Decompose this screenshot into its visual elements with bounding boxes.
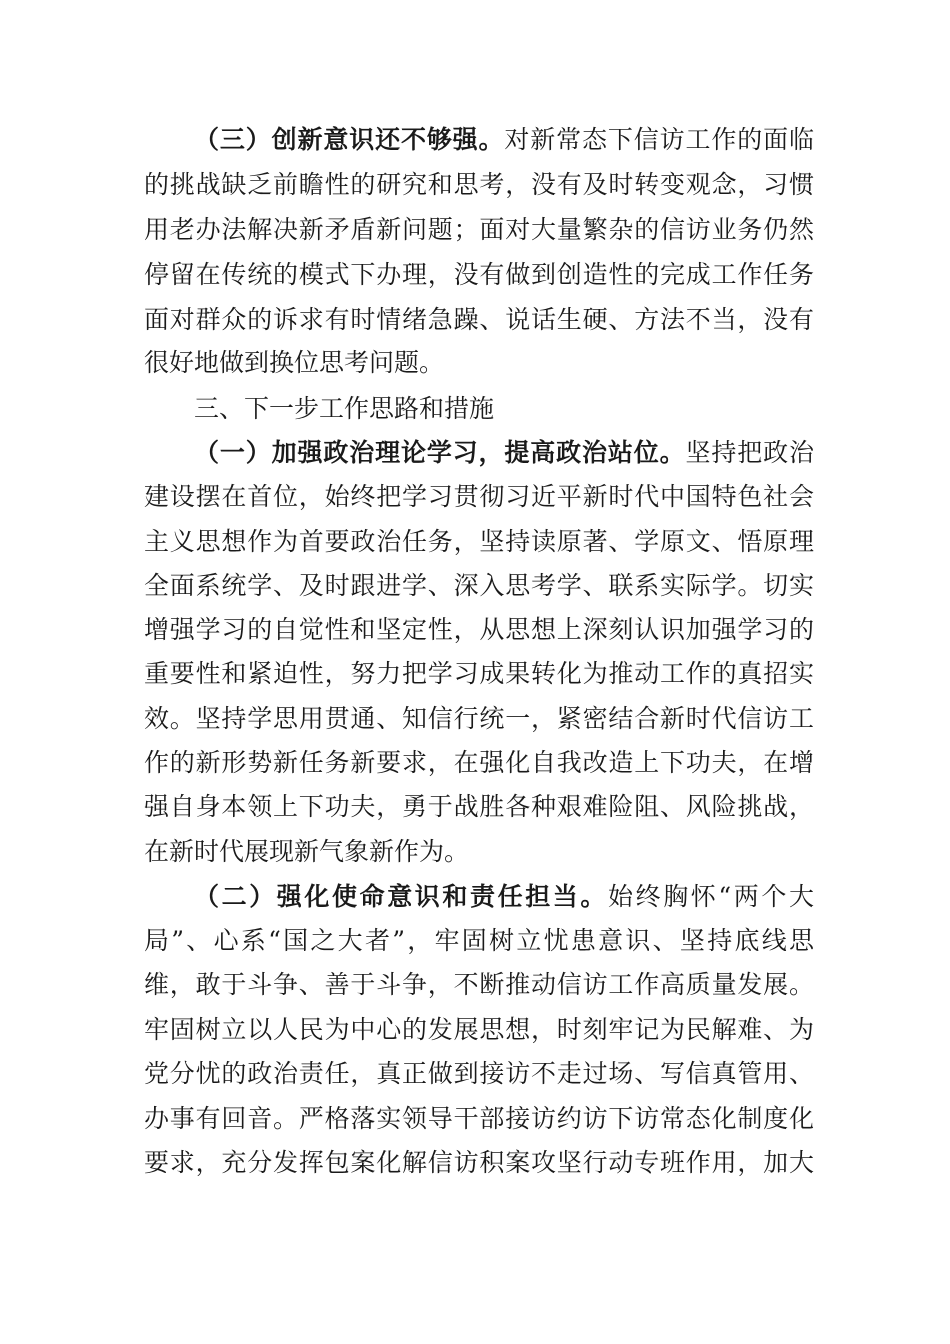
paragraph-text: 对新常态下信访工作的面临 (504, 125, 814, 154)
paragraph-line: 办事有回音。严格落实领导干部接访约访下访常态化制度化 (144, 1104, 814, 1133)
paragraph-lead: （三）创新意识还不够强。 (194, 125, 505, 154)
paragraph-line: 牢固树立以人民为中心的发展思想，时刻牢记为民解难、为 (144, 1015, 814, 1044)
paragraph-line (194, 433, 814, 473)
paragraph-lead: （一）加强政治理论学习，提高政治站位。 (194, 438, 686, 467)
paragraph-line: 的挑战缺乏前瞻性的研究和思考，没有及时转变观念，习惯 (144, 170, 814, 199)
paragraph-text: 始终胸怀“两个大 (608, 882, 814, 911)
paragraph-line: 维，敢于斗争、善于斗争，不断推动信访工作高质量发展。 (144, 970, 814, 999)
paragraph-line: 效。坚持学思用贯通、知信行统一，紧密结合新时代信访工 (144, 704, 814, 733)
paragraph-line: 停留在传统的模式下办理，没有做到创造性的完成工作任务 (144, 260, 814, 289)
paragraph-line: 增强学习的自觉性和坚定性，从思想上深刻认识加强学习的 (144, 615, 814, 644)
paragraph-lead: （二）强化使命意识和责任担当。 (194, 882, 608, 911)
paragraph-line: 建设摆在首位，始终把学习贯彻习近平新时代中国特色社会 (144, 482, 814, 511)
paragraph-line: 强自身本领上下功夫，勇于战胜各种艰难险阻、风险挑战， (144, 792, 814, 821)
paragraph-line: 党分忧的政治责任，真正做到接访不走过场、写信真管用、 (144, 1059, 814, 1088)
paragraph-line: 面对群众的诉求有时情绪急躁、说话生硬、方法不当，没有 (144, 305, 814, 334)
paragraph-line: 要求，充分发挥包案化解信访积案攻坚行动专班作用，加大 (144, 1148, 814, 1177)
section-heading: 三、下一步工作思路和措施 (194, 394, 495, 423)
paragraph-line: 用老办法解决新矛盾新问题；面对大量繁杂的信访业务仍然 (144, 215, 814, 244)
paragraph-line: 很好地做到换位思考问题。 (144, 348, 445, 377)
paragraph-line (194, 120, 814, 160)
paragraph-line: 作的新形势新任务新要求，在强化自我改造上下功夫，在增 (144, 748, 814, 777)
paragraph-line: 全面系统学、及时跟进学、深入思考学、联系实际学。切实 (144, 571, 814, 600)
paragraph-line: 局”、心系“国之大者”，牢固树立忧患意识、坚持底线思 (144, 926, 814, 955)
paragraph-line: 主义思想作为首要政治任务，坚持读原著、学原文、悟原理 (144, 527, 814, 556)
paragraph-line: 重要性和紧迫性，努力把学习成果转化为推动工作的真招实 (144, 659, 814, 688)
paragraph-text: 坚持把政治 (685, 438, 814, 467)
paragraph-line: 在新时代展现新气象新作为。 (144, 837, 470, 866)
paragraph-line (194, 877, 814, 917)
